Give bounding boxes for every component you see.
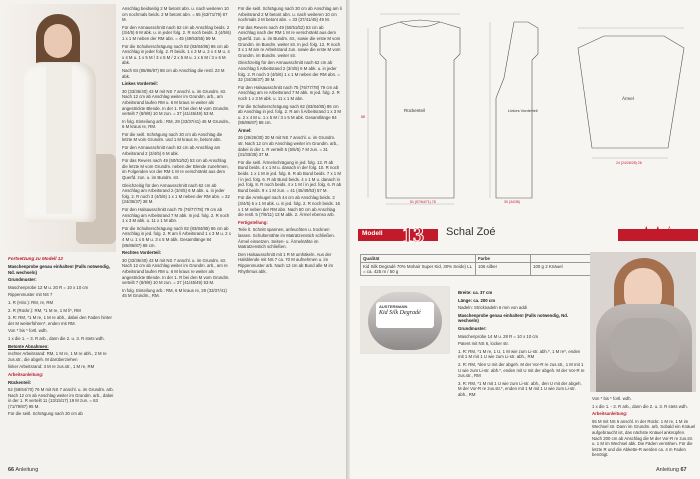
page-number: 67	[680, 467, 687, 473]
left-page	[0, 0, 346, 479]
svg-text:24 (24/26/28) 26: 24 (24/26/28) 26	[616, 161, 642, 165]
back-label: Rückenteil	[404, 108, 426, 113]
paragraph: Rippenmuster mit NS 7	[8, 292, 53, 298]
paragraph: Für den Armausschnitt nach 62 cm ab Anschlag beids. 2 (3/4/5) 6 M abk. u. in jeder folg. 2. R noch beids. 3 (4/5/6) 1 x 1 M neben der RM abn. = 45 (49/53/55) 59 M.	[122, 24, 231, 41]
table-cell: 100 g 2 Knäuel	[531, 263, 592, 276]
paragraph: Für die Schulterschrägung nach 82 (83/84/85) 86 cm ab Anschlag in jed. folg. 2. R am li Arbeitsrand 1 x 3 M u. 2 x 4 M u. 1 x 5 M u. 3 x 5 M abk. Gesamtlänge 84 (85/86/87) 88 cm.	[122, 225, 231, 248]
paragraph: Gleichzeitig für den Armausschnitt nach 62 cm ab Anschlag li Arbeitsrand 2 (3/4/5) 6 M abk. u. in jeder folg. 2. R noch 3 (4/5/6) 1 x 1 M neben der RM abn. = 32 (34/36/37) 38 M.	[238, 60, 340, 83]
paragraph: Arbeitsanleitung:	[592, 411, 628, 417]
page-label: Anleitung	[15, 467, 39, 473]
paragraph: 1. R: RM, *1 M re, 1 U, 1 M wie zum Li-str. abh.*, 1 M re*, enden mit 1 M mit 1 U wie zum Li-str. abh., RM	[458, 348, 581, 360]
svg-text:88: 88	[361, 115, 365, 119]
paragraph: Für das Revers nach 49 (50/51/52) 53 cm ab Anschlag nach der RM 1 M re verschränkt aus dem Querfd. zun. u. im Bundm. str., sowie die erste M vom Grundm. im Bundm. weiter str. In jed. folg. 12. R noch 3 x 1 M am re Arbeitsrand zun. sowie die erste M vom Grundm. im Bundm. weiter str.	[238, 24, 341, 58]
paragraph: Für die seitl. Schrägung nach 30 cm ab	[8, 411, 83, 417]
page-footer-left	[8, 467, 38, 473]
paragraph: Für die seitl. Ärmelschrägung in jed. folg. 12. R ab Bund beids. 4 x 1 M u. danach in der folg. 10. R noch beids. 1 x 1 M in jed. folg. 8. R ab Bund beids. 7 x 1 M / in jed. folg. 6. R ab Bund beids. 4 x 1 M u. danach in jed. folg. 8. R noch beids. 4 x 1 M / in jed. folg. 6. R ab Bund beids. 9 x 1 M zun. = 41 (45/49/53) 57 M.	[238, 159, 342, 193]
paragraph: 3. R: RM, *1 M re, 1 M re abh., dabei den Faden hinter der M weiterführen*, enden mit RM.	[8, 315, 112, 326]
table-header: Farbe	[476, 255, 531, 263]
paragraph: Fertigstellung:	[238, 219, 268, 225]
paragraph: 1. R (Hinr.): RM, re, RM	[8, 299, 54, 305]
paragraph: Für die Armkugel nach 44 cm ab Anschlag beids. 2 (3/4/5) 6 x 1 M abk. u. in jed. folg. 2. R noch beids. 16 x 1 M neben der RM abn. Nach 50 cm ab Anschlag die restl. 5 (7/9/11) 13 M abk. 2. Ärmel ebenso arb.	[238, 195, 340, 218]
paragraph: Maschenprobe genau einhalten! (Falls notwendig, Nd. wechseln)	[458, 312, 569, 324]
paragraph: Maschenprobe 14 M u. 28 R = 10 x 10 cm	[458, 333, 539, 339]
paragraph: Für das Revers nach 49 (50/51/52) 53 cm ab Anschlag die letzte M vom Grundm. neben der Blende zunehmen, im Folgenden vor der RM 1 M re verschränkt aus dem Querfd. zun. u. im Bundm. str.	[122, 158, 229, 181]
continuation-caption: Fortsetzung zu Modell 12	[8, 256, 63, 261]
model-photo-cardigan	[6, 4, 116, 252]
paragraph: 3. R: RM, *1 M mit 1 U wie zum Li-str. abh., den U mit der abgeh. M der Vor-R re zus.str.*, enden mit 1 M mit 1 U wie zum Li-str. abh., RM	[458, 380, 582, 397]
paragraph: Für die seitl. Schrägung nach 30 cm ab Anschlag die letzte M vom Grundm. und 1 M kraus re, betont abn.	[122, 131, 223, 143]
paragraph: Maschenprobe genau einhalten! (Falls notwendig, Nd. wechseln)	[8, 264, 110, 275]
table-header: Qualität	[361, 255, 476, 263]
paragraph: Grundmuster:	[458, 325, 487, 331]
paragraph: Von * bis * fortl. wdh.	[592, 396, 632, 401]
paragraph: Linkes Vorderteil:	[122, 81, 158, 87]
instructions-column-3	[238, 6, 342, 276]
paragraph: Rückenteil:	[8, 379, 32, 385]
paragraph: Teile lt. Schnitt spannen, anfeuchten u. trocknen lassen. Schulternähte im Matratzenstich schließen. Ärmel einsetzen. Seiten- u. Ärmelnähte im Matratzenstich schließen.	[238, 227, 335, 250]
model-title: Schal Zoé	[446, 226, 496, 238]
paragraph: 30 (33/36/40) 43 M mit NS 7 anschl. u. im Grundm. str. Nach 12 cm ab Anschlag weiter im Grundm. arb., am Arbeitsrand laufen RM u. 6 M kraus re weiter als angestrickte Blende. In der 1. R bei den M vom Grundm. verteilt 7 (8/9/9) 10 M zun. = 37 (41/45/49) 53 M.	[122, 88, 230, 117]
sleeve-pattern-diagram	[564, 8, 694, 178]
paragraph: Gleichzeitig für den Armausschnitt nach 62 cm ab Anschlag am Arbeitsrand 2 (3/4/5) 6 M abk. u. in jeder folg. 2. R noch 3 (4/5/6) 1 x 1 M neben der RM abn. = 32 (34/36/37) 38 M.	[122, 182, 230, 205]
paragraph: Länge: ca. 200 cm	[458, 297, 496, 303]
paragraph: Für die seitl. Schrägung nach 30 cm ab Anschlag am li Arbeitsrand 2 M betont abn. u. nach weiteren 10 cm nochmals 2 M betont abn. = 33 (37/41/45) 49 M.	[238, 6, 342, 23]
paragraph: Für den Halsausschnitt nach 75 (76/77/78) 79 cm ab Anschlag am re Arbeitsrand 7 M abk. In jed. folg. 2. R noch 1 x 3 M abk. u. 11 x 1 M abn.	[238, 84, 340, 101]
paragraph: Den Halsausschnitt mit 1 R M umhäkeln. Aus der Halsblende mit NS 7 ca. 70 M aufnehmen u. im Rippenmuster arb. Nach 12 cm ab Bund alle M im Rhythmus abk.	[238, 251, 334, 274]
paragraph: Für die Schulterschrägung nach 82 (83/84/85) 86 cm ab Anschlag in jed. folg. 2. R am li Arbeitsrand 1 x 3 M u. 2 x 4 M u. 1 x 5 M / 3 x 5 M abk. Gesamtlänge 84 (85/86/87) 88 cm.	[238, 103, 341, 126]
model-photo-scarf	[590, 252, 696, 392]
table-cell: Kid Silk Degradé 70% Mohair Super Kid, 30% Seide) LL = ca. 425 m / 50 g	[361, 263, 476, 276]
paragraph: linker Arbeitsrand: 3 M re zus.str., 1 M re, RM	[8, 364, 95, 370]
paragraph: Ärmel:	[238, 127, 252, 133]
paragraph: Maschenprobe 12 M u. 20 R = 10 x 10 cm	[8, 284, 89, 290]
paragraph: Nadeln: Stricknadeln 6 mm von addi	[458, 305, 528, 311]
table-row	[361, 263, 592, 276]
front-pattern-diagram	[484, 8, 554, 208]
paragraph: Anschlag beidseitig 2 M betont abn. u. nach weiteren 10 cm nochmals beids. 2 M betont abn. = 55 (63/71/79) 87 M.	[122, 6, 229, 23]
paragraph: Betonte Abnahmen:	[8, 343, 49, 349]
paragraph: 52 (58/64/70) 76 M mit NS 7 anschl. u. im Grundm. arb. Nach 12 cm ab Anschlag weiter im Grundm. arb., dabei in der 1. R verteilt 11 (13/15/17) 19 M zun. = 63 (71/79/87) 95 M.	[8, 387, 114, 409]
front-label: Linkes Vorderteil	[508, 108, 538, 113]
paragraph: Grundmuster:	[8, 277, 37, 283]
yarn-brand: AUSTERMANN	[379, 304, 408, 309]
model-number: 13	[402, 222, 424, 247]
scarf-instructions-column-1	[458, 290, 586, 400]
sleeve-label: Ärmel	[622, 96, 634, 101]
table-cell: 106 silber	[476, 263, 531, 276]
paragraph: 2. R (Rückr.): RM, *1 M re, 1 M li*, RM	[8, 307, 81, 313]
paragraph: Für den Armausschnitt nach 62 cm ab Anschlag am Arbeitsrand 2 (3/4/5) 6 M abk.	[122, 145, 221, 156]
paragraph: Arbeitsanleitung:	[8, 371, 44, 377]
paragraph: Für die Schulterschrägung nach 82 (83/84/85) 86 cm ab Anschlag in jeder folg. 2. R beids. 1 x 3 M u. 2 x 4 M u. 4 x 4 M u. 1 x 5 M / 3 x 5 M / 2 x 5 M u. 1 x 6 M / 3 x 6 M abk.	[122, 43, 230, 66]
page-number: 66	[8, 467, 15, 473]
yarn-ball-photo	[360, 286, 450, 354]
paragraph: In folg. Einteilung arb.: RM, 6 M kraus re, 29 (33/37/41) 45 M Grundm., RM.	[122, 287, 227, 299]
paragraph: 1 x die 1. - 3. R arb., dann die 2. u. 3. R stets wdh.	[592, 403, 688, 409]
instructions-column-1	[8, 264, 116, 419]
paragraph: Rechtes Vorderteil:	[122, 250, 162, 256]
paragraph: Breite: ca. 37 cm	[458, 290, 493, 295]
paragraph: 30 (33/36/40) 43 M mit NS 7 anschl. u. im Grundm. str. Nach 12 cm ab Anschlag weiter im Grundm. arb., am re Arbeitsrand laufen RM u. 6 M kraus re weiter als angestrickte Blende. In der 1. R bei den M vom Grundm. verteilt 7 (8/9/9) 10 M zun. = 37 (41/45/49) 53 M.	[122, 257, 230, 286]
paragraph: 2. R: RM, *den U mit der abgeh. M der Vor-R re zus.str., 1 M mit 1 U wie zum Li-str. abh.*, enden mit U mit der abgeh. M der Vor-R re zus.str., RM	[458, 361, 585, 379]
paragraph: 1 x die 1. – 3. R arb., dann die 2. u. 3. R stets wdh.	[8, 335, 105, 341]
table-header	[531, 255, 592, 263]
instructions-column-2	[122, 6, 232, 301]
paragraph: Von * bis * fortl. wdh.	[8, 328, 48, 334]
paragraph: 55 M mit NS 6 anschl. In der Rückr. 1 M re, 1 M im Wechsel str. Dann im Grundm. arb. Sobald ein Knäuel aufgebraucht ist, das nächste Knäuel anknüpfen. Nach 200 cm ab Anschlag die M der Vor-R re zus.str. u. 1 M im Wechsel abk. Die Fäden vernähen. Für die letzte R und die Abkette-R werden ca. 4 m Faden benötigt.	[592, 418, 696, 458]
yarn-table	[360, 254, 592, 276]
back-pattern-diagram	[360, 8, 478, 208]
svg-text:51 (57/64/71) 78: 51 (57/64/71) 78	[410, 200, 436, 204]
page-footer-right	[656, 467, 687, 473]
difficulty-stars: ★★☆	[640, 223, 675, 239]
paragraph: In folg. Einteilung arb.: RM, 29 (33/37/41) 45 M Grundm., 6 M kraus re, RM.	[122, 118, 231, 130]
paragraph: Für den Halsausschnitt nach 75 (76/77/78) 79 cm ab Anschlag am Arbeitsrand 7 M abk. In jed. folg. 2. R noch 1 x 3 M abk. u. 11 x 1 M abn.	[122, 207, 230, 224]
paragraph: Patent mit NS 6, locker str.	[458, 341, 509, 347]
yarn-product: Kid Silk Degradé	[379, 310, 421, 316]
model-label: Modell	[362, 230, 383, 237]
paragraph: rechter Arbeitsrand: RM, 1 M re, 1 M re abh., 2 M re zus.str., die abgeh. M darüberziehen	[8, 351, 107, 362]
svg-text:30 (34/38): 30 (34/38)	[504, 200, 520, 204]
page-label: Anleitung	[656, 467, 679, 473]
model-banner	[358, 222, 698, 246]
paragraph: 26 (26/26/30) 30 M mit NS 7 anschl. u. im Grundm. str. Nach 12 cm ab Anschlag weiter im Grundm. arb., dabei in der 1. R verteilt 5 (5/5/5) 7 M zun. = 31 (31/33/35) 37 M.	[238, 135, 339, 158]
paragraph: Nach 84 (85/86/87) 88 cm ab Anschlag die restl. 23 M abk.	[122, 67, 225, 79]
scarf-instructions-column-2	[592, 396, 696, 460]
